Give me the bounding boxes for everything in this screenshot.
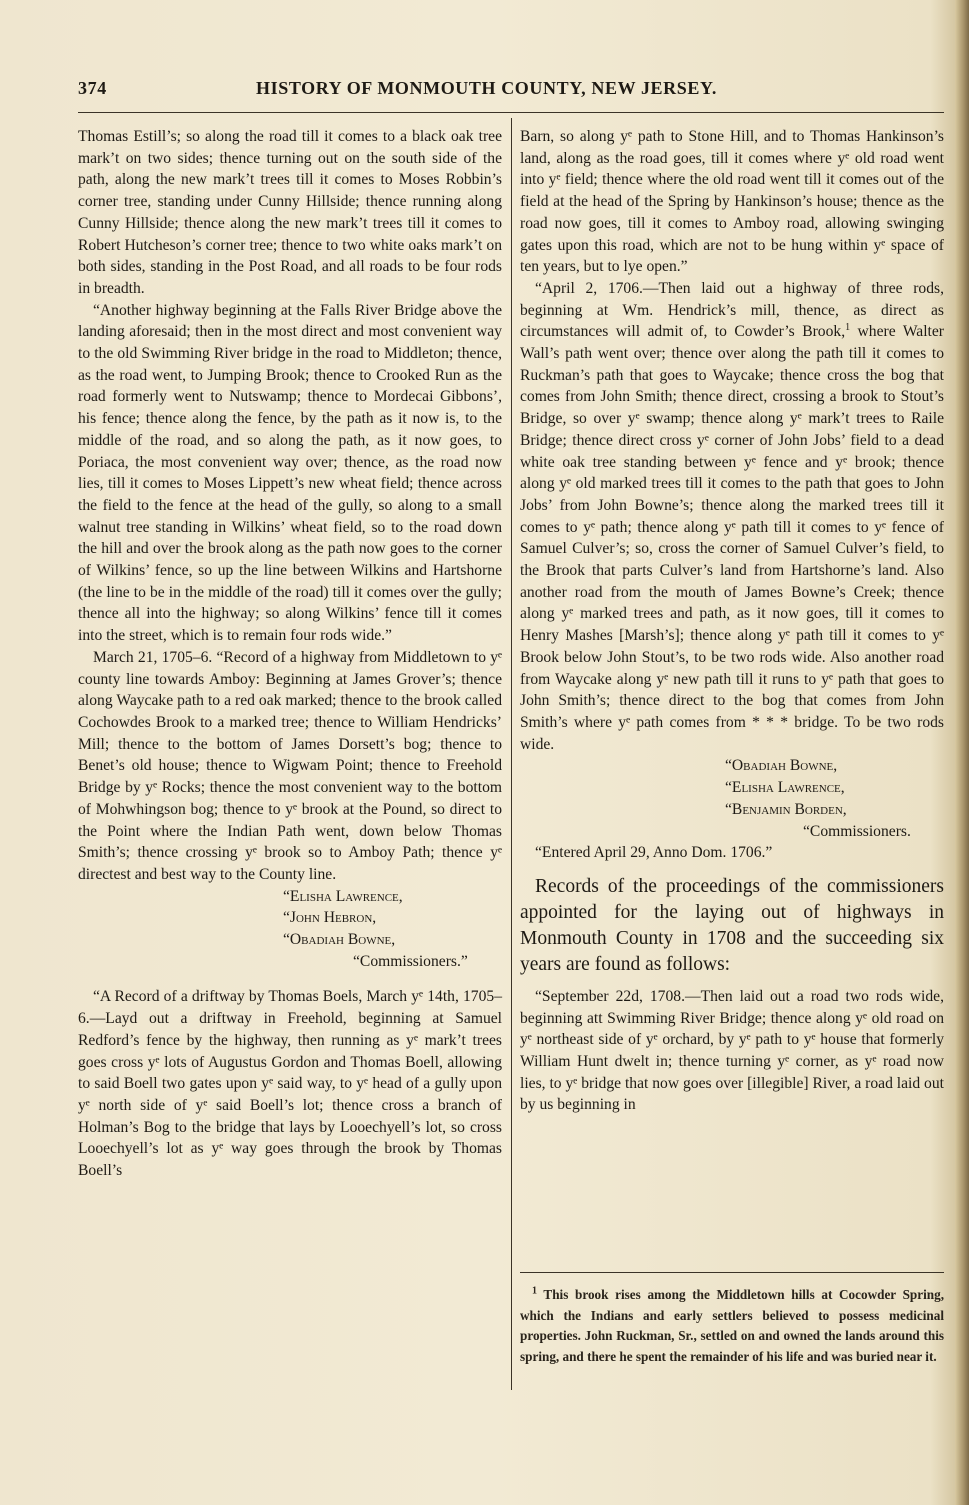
- signature-line: “Obadiah Bowne,: [725, 757, 838, 775]
- signature-line: “Elisha Lawrence,: [725, 779, 845, 797]
- page-edge: [955, 0, 969, 1505]
- section-lead: Records of the proceedings of the commissioners appointed for the laying out of highways in Monmouth County in 1708 and the succeeding six years are found as follows:: [520, 875, 944, 975]
- footnote-marker: 1: [532, 1285, 537, 1297]
- footnote-text: [520, 1285, 944, 1367]
- paragraph-text: where Walter Wall’s path went over; thence over along the path till it comes to Ruckman’s path that goes to Waycake; thence cross the bog that comes from John Smith; thence direct, crossing a brook to Stout’s Bridge, so over yᵉ swamp; thence along yᵉ mark’t trees to Raile Bridge; thence direct cross yᵉ corner of John Jobs’ field to a dead white oak tree standing between yᵉ fence and yᵉ brook; thence along yᵉ old marked trees till it comes to the path that goes to John Jobs’ from John Bowne’s; thence along the marked trees till it comes to yᵉ path; thence along yᵉ path till it comes to yᵉ fence of Samuel Culver’s; so, cross the corner of Samuel Culver’s field, to the Brook that parts Culver’s land from Hartshorne’s land. Also another road from the mouth of James Bowne’s Creek; thence along yᵉ marked trees and path, as it now goes, till it comes to Henry Mashes [Marsh’s]; thence along yᵉ path till it comes to yᵉ Brook below John Stout’s, to be two rods wide. Also another road from Waycake along yᵉ new path till it runs to yᵉ path that goes to John Smith’s; thence direct to the bog that comes from John Smith’s where yᵉ path comes from * * * bridge. To be two rods wide.: [520, 323, 944, 753]
- paragraph: Thomas Estill’s; so along the road till it comes to a black oak tree mark’t on two sides; thence turning out on the south side of the path, along the new mark’t trees till it comes to Moses Robbin’s corner tree, standing under Cunny Hillside; thence running along Cunny Hillside; thence along the new mark’t trees till it comes to Robert Hutcheson’s corner tree; thence to two white oaks mark’t on both sides, standing in the Post Road, and all roads to be four rods in breadth.: [78, 128, 502, 297]
- paragraph: [520, 278, 944, 755]
- header-rule: [78, 112, 944, 113]
- running-header: [78, 74, 944, 104]
- paragraph: March 21, 1705–6. “Record of a highway from Middletown to yᵉ county line towards Amboy: Beginning at James Grover’s; thence along Waycake path to a red oak marked; thence to the brook called Cochowdes Brook to a marked tree; thence to William Hendricks’ Mill; thence to the bottom of James Dorsett’s bog; thence to Benet’s old house; thence to Wigwam Point; thence to Freehold Bridge by yᵉ Rocks; thence the most convenient way to the bottom of Mohwhingson bog; thence to yᵉ brook at the Pound, so direct to the Point where the Indian Path went, down below Thomas Smith’s; thence crossing yᵉ brook so to Amboy Path; thence yᵉ directest and best way to the County line.: [78, 648, 502, 883]
- page-number: 374: [78, 78, 107, 98]
- footnote-rule: [520, 1272, 944, 1273]
- column-rule: [511, 118, 512, 1390]
- right-column: [520, 126, 944, 1116]
- running-title: HISTORY OF MONMOUTH COUNTY, NEW JERSEY.: [256, 78, 718, 98]
- footnote-body: This brook rises among the Middletown hills at Cocowder Spring, which the Indians and early settlers believed to possess medicinal properties. John Ruckman, Sr., settled on and owned the lands around this spring, and there he spent the remainder of his life and was buried near it.: [520, 1287, 944, 1364]
- paragraph: “A Record of a driftway by Thomas Boels, March yᵉ 14th, 1705–6.—Layd out a driftway in Freehold, beginning at Samuel Redford’s fence by the highway, then running as yᵉ mark’t trees goes cross yᵉ lots of Augustus Gordon and Thomas Boell, allowing to said Boell two gates upon yᵉ said way, to yᵉ head of a gully upon yᵉ north side of yᵉ said Boell’s lot; thence cross a branch of Holman’s Bog to the bridge that lays by Looechyell’s lot, so cross Looechyell’s lot as yᵉ way goes through the brook by Thomas Boell’s: [78, 988, 502, 1180]
- paragraph: Barn, so along yᵉ path to Stone Hill, and to Thomas Hankinson’s land, along as the road goes, till it comes where yᵉ old road went into yᵉ field; thence where the old road went till it comes out of the field at the head of the Spring by Hankinson’s house; thence as the road now goes, till it comes to Amboy road, allowing swinging gates upon this road, which are not to be hung within yᵉ space of ten years, but to lye open.”: [520, 128, 944, 276]
- signature-line: “Elisha Lawrence,: [283, 887, 403, 905]
- signature-line: “John Hebron,: [283, 909, 377, 927]
- left-column: [78, 126, 502, 1182]
- signature-line: “Benjamin Borden,: [725, 800, 847, 818]
- footnote-reference[interactable]: 1: [845, 322, 851, 334]
- entry-date: “Entered April 29, Anno Dom. 1706.”: [535, 844, 773, 862]
- signature-title: “Commissioners.: [803, 822, 911, 840]
- paragraph: “Another highway beginning at the Falls River Bridge above the landing aforesaid; then in the most direct and most convenient way to the old Swimming River bridge in the road to Middleton; thence, as the road went, to Jumping Brook; thence to Crooked Run as the road formerly went to Nutswamp; thence to Mordecai Gibbons’, his fence; thence along the fence, by the path as it now is, to the middle of the road, and so along the path, as it now goes, to Poriaca, the most convenient way over; thence, as the road now lies, till it comes to Moses Lippett’s new wheat field; thence across the field to the fence at the head of the gully, so along to a small walnut tree standing in Wilkins’ wheat field, so to the road down the hill and over the brook along as the path now goes to the corner of Wilkins’ fence, so up the line between Wilkins and Hartshorne (the line to be in the middle of the road) till it comes over the gully; thence all into the highway; so along Wilkins’ fence till it comes into the street, which is to remain four rods wide.”: [78, 301, 502, 645]
- signature-title: “Commissioners.”: [353, 952, 468, 970]
- paragraph: “September 22d, 1708.—Then laid out a road two rods wide, beginning att Swimming River Bridge; thence along yᵉ old road on yᵉ northeast side of yᵉ orchard, by yᵉ path to yᵉ house that formerly William Hunt dwelt in; thence turning yᵉ corner, as yᵉ road now lies, to yᵉ bridge that now goes over [illegible] River, a road laid out by us beginning in: [520, 987, 944, 1114]
- footnote: [520, 1285, 944, 1367]
- paragraph-text: “April 2, 1706.—Then laid out a highway of three rods, beginning at Wm. Hendrick’s mill, thence, as direct as circumstances will admit of, to Cowder’s Brook,: [520, 279, 944, 341]
- signature-line: “Obadiah Bowne,: [283, 931, 396, 949]
